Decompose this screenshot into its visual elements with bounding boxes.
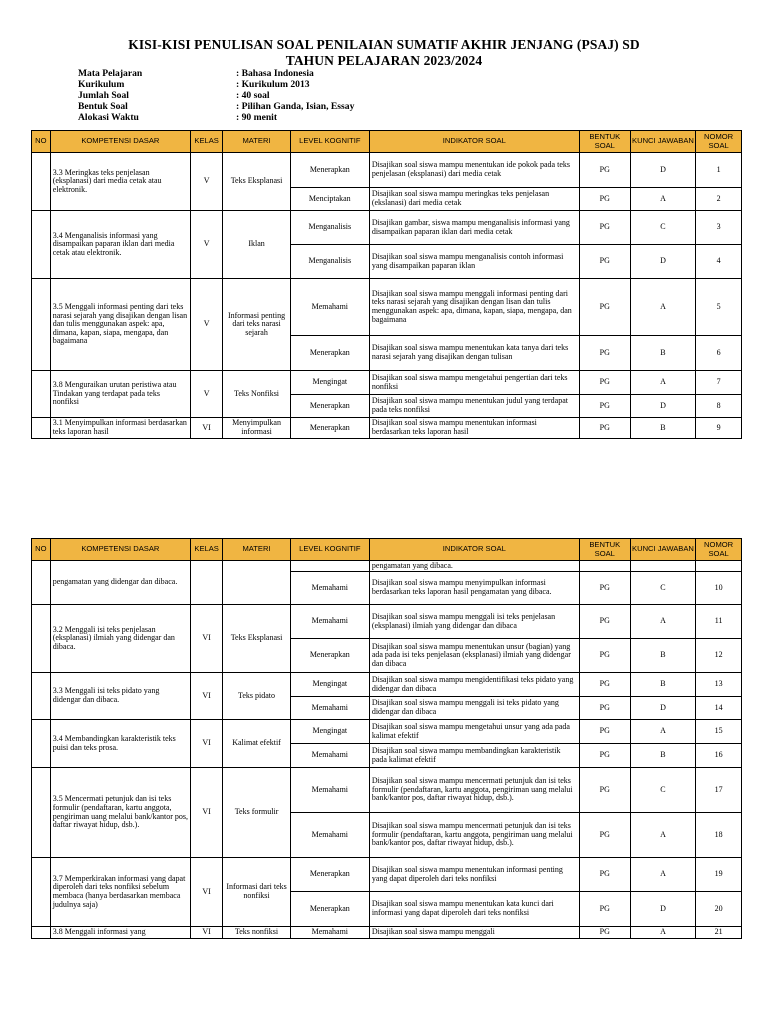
materi-cell: Informasi dari teks nonfiksi — [223, 858, 291, 927]
bentuk-soal-cell: PG — [579, 336, 630, 371]
nomor-soal-cell: 18 — [696, 813, 742, 858]
kunci-jawaban-cell: B — [630, 673, 695, 697]
table-row — [32, 673, 742, 697]
nomor-soal-cell: 15 — [696, 720, 742, 744]
bentuk-soal-cell: PG — [579, 813, 630, 858]
indikator-soal-cell: Disajikan soal siswa mampu mengetahui unsur yang ada pada kalimat efektif — [369, 720, 579, 744]
indikator-soal-cell: Disajikan soal siswa mampu menentukan ide pokok pada teks penjelasan (eksplanasi) dari media cetak — [369, 153, 579, 188]
column-header-level: LEVEL KOGNITIF — [290, 539, 369, 561]
no-cell — [32, 605, 51, 673]
kunci-jawaban-cell: A — [630, 720, 695, 744]
indikator-soal-cell: Disajikan soal siswa mampu membandingkan karakteristik pada kalimat efektif — [369, 744, 579, 768]
bentuk-soal-cell — [579, 561, 630, 572]
indikator-soal-cell: Disajikan soal siswa mampu mencermati petunjuk dan isi teks formulir (pendaftaran, kartu anggota, pengiriman uang melalui bank/kantor pos, daftar riwayat hidup, dsb.). — [369, 768, 579, 813]
kunci-jawaban-cell: B — [630, 336, 695, 371]
no-cell — [32, 211, 51, 279]
indikator-soal-cell: Disajikan soal siswa mampu menggali informasi penting dari teks narasi sejarah yang disajikan dengan lisan dan tulis menggunakan aspek: apa, dimana, kapan, siapa, mengapa, dan bagaimana — [369, 279, 579, 336]
info-value: : Pilihan Ganda, Isian, Essay — [236, 101, 355, 112]
kompetensi-dasar-cell: 3.4 Membandingkan karakteristik teks puisi dan teks prosa. — [50, 720, 190, 768]
level-kognitif-cell: Memahami — [290, 605, 369, 639]
level-kognitif-cell: Mengingat — [290, 720, 369, 744]
nomor-soal-cell: 17 — [696, 768, 742, 813]
no-cell — [32, 768, 51, 858]
kelas-cell: V — [191, 211, 223, 279]
nomor-soal-cell: 8 — [696, 395, 742, 418]
bentuk-soal-cell: PG — [579, 245, 630, 279]
nomor-soal-cell: 20 — [696, 892, 742, 927]
bentuk-soal-cell: PG — [579, 697, 630, 720]
level-kognitif-cell: Menganalisis — [290, 245, 369, 279]
kelas-cell — [191, 561, 223, 605]
indikator-soal-cell: Disajikan soal siswa mampu menentukan judul yang terdapat pada teks nonfiksi — [369, 395, 579, 418]
info-label: Alokasi Waktu — [78, 112, 139, 123]
bentuk-soal-cell: PG — [579, 188, 630, 211]
bentuk-soal-cell: PG — [579, 279, 630, 336]
column-header-nomor: NOMOR SOAL — [696, 539, 742, 561]
kompetensi-dasar-cell: 3.3 Menggali isi teks pidato yang didengar dan dibaca. — [50, 673, 190, 720]
column-header-bentuk: BENTUK SOAL — [579, 539, 630, 561]
no-cell — [32, 673, 51, 720]
table-row — [32, 211, 742, 245]
kunci-jawaban-cell: D — [630, 697, 695, 720]
table-row — [32, 279, 742, 336]
level-kognitif-cell: Menerapkan — [290, 892, 369, 927]
info-label: Jumlah Soal — [78, 90, 129, 101]
bentuk-soal-cell: PG — [579, 858, 630, 892]
column-header-no: NO — [32, 539, 51, 561]
level-kognitif-cell: Menerapkan — [290, 395, 369, 418]
bentuk-soal-cell: PG — [579, 639, 630, 673]
level-kognitif-cell: Menciptakan — [290, 188, 369, 211]
kunci-jawaban-cell: A — [630, 927, 695, 939]
level-kognitif-cell: Menganalisis — [290, 211, 369, 245]
table-row — [32, 371, 742, 395]
column-header-materi: MATERI — [223, 131, 291, 153]
table-row — [32, 605, 742, 639]
kunci-jawaban-cell: A — [630, 279, 695, 336]
grid-table-2 — [31, 538, 742, 939]
indikator-soal-cell: Disajikan soal siswa mampu mencermati petunjuk dan isi teks formulir (pendaftaran, kartu anggota, pengiriman uang melalui bank/kantor pos, daftar riwayat hidup, dsb.). — [369, 813, 579, 858]
info-label: Mata Pelajaran — [78, 68, 143, 79]
kelas-cell: VI — [191, 418, 223, 439]
kompetensi-dasar-cell: 3.4 Menganalisis informasi yang disampaikan paparan iklan dari media cetak atau elektronik. — [50, 211, 190, 279]
bentuk-soal-cell: PG — [579, 572, 630, 605]
kompetensi-dasar-cell: 3.5 Menggali informasi penting dari teks narasi sejarah yang disajikan dengan lisan dan tulis menggunakan aspek: apa, dimana, kapan, siapa, mengapa, dan bagaimana — [50, 279, 190, 371]
nomor-soal-cell: 13 — [696, 673, 742, 697]
kunci-jawaban-cell: C — [630, 572, 695, 605]
kunci-jawaban-cell — [630, 561, 695, 572]
no-cell — [32, 858, 51, 927]
no-cell — [32, 153, 51, 211]
indikator-soal-cell: Disajikan soal siswa mampu menggali — [369, 927, 579, 939]
table-row — [32, 561, 742, 572]
level-kognitif-cell: Memahami — [290, 927, 369, 939]
level-kognitif-cell: Mengingat — [290, 371, 369, 395]
kunci-jawaban-cell: B — [630, 744, 695, 768]
bentuk-soal-cell: PG — [579, 371, 630, 395]
indikator-soal-cell: Disajikan soal siswa mampu menentukan kata kunci dari informasi yang dapat diperoleh dari teks nonfiksi — [369, 892, 579, 927]
header-row — [32, 539, 742, 561]
bentuk-soal-cell: PG — [579, 720, 630, 744]
kompetensi-dasar-cell: 3.8 Menggali informasi yang — [50, 927, 190, 939]
bentuk-soal-cell: PG — [579, 927, 630, 939]
kunci-jawaban-cell: C — [630, 768, 695, 813]
level-kognitif-cell: Menerapkan — [290, 336, 369, 371]
bentuk-soal-cell: PG — [579, 768, 630, 813]
indikator-soal-cell: Disajikan soal siswa mampu menentukan unsur (bagian) yang ada pada isi teks penjelasan (eksplanasi) ilmiah yang didengar dan dibaca — [369, 639, 579, 673]
kelas-cell: V — [191, 279, 223, 371]
nomor-soal-cell: 4 — [696, 245, 742, 279]
column-header-no: NO — [32, 131, 51, 153]
indikator-soal-cell: Disajikan soal siswa mampu menentukan kata tanya dari teks narasi sejarah yang disajikan dengan tulisan — [369, 336, 579, 371]
info-label: Kurikulum — [78, 79, 125, 90]
materi-cell — [223, 561, 291, 605]
kunci-jawaban-cell: D — [630, 245, 695, 279]
level-kognitif-cell: Menerapkan — [290, 639, 369, 673]
document-subtitle: TAHUN PELAJARAN 2023/2024 — [285, 53, 483, 68]
level-kognitif-cell: Memahami — [290, 768, 369, 813]
kelas-cell: VI — [191, 858, 223, 927]
kelas-cell: VI — [191, 768, 223, 858]
kompetensi-dasar-cell: 3.2 Menggali isi teks penjelasan (eksplanasi) ilmiah yang didengar dan dibaca. — [50, 605, 190, 673]
indikator-soal-cell: Disajikan soal siswa mampu menganalisis contoh informasi yang disampaikan paparan iklan — [369, 245, 579, 279]
kunci-jawaban-cell: D — [630, 395, 695, 418]
nomor-soal-cell: 12 — [696, 639, 742, 673]
column-header-kunci: KUNCI JAWABAN — [630, 539, 695, 561]
nomor-soal-cell: 11 — [696, 605, 742, 639]
table-row — [32, 927, 742, 939]
kunci-jawaban-cell: B — [630, 639, 695, 673]
materi-cell: Informasi penting dari teks narasi sejarah — [223, 279, 291, 371]
nomor-soal-cell: 10 — [696, 572, 742, 605]
level-kognitif-cell: Memahami — [290, 279, 369, 336]
column-header-bentuk: BENTUK SOAL — [579, 131, 630, 153]
indikator-soal-cell: Disajikan soal siswa mampu mengetahui pengertian dari teks nonfiksi — [369, 371, 579, 395]
kompetensi-dasar-cell: 3.7 Memperkirakan informasi yang dapat diperoleh dari teks nonfiksi sebelum membaca (hanya berdasarkan membaca judulnya saja) — [50, 858, 190, 927]
kelas-cell: VI — [191, 927, 223, 939]
kunci-jawaban-cell: A — [630, 371, 695, 395]
bentuk-soal-cell: PG — [579, 418, 630, 439]
kompetensi-dasar-cell: 3.5 Mencermati petunjuk dan isi teks formulir (pendaftaran, kartu anggota, pengiriman uang melalui bank/kantor pos, daftar riwayat hidup, dsb.). — [50, 768, 190, 858]
table-row — [32, 418, 742, 439]
level-kognitif-cell: Menerapkan — [290, 418, 369, 439]
materi-cell: Teks pidato — [223, 673, 291, 720]
kunci-jawaban-cell: A — [630, 813, 695, 858]
bentuk-soal-cell: PG — [579, 744, 630, 768]
materi-cell: Menyimpulkan informasi — [223, 418, 291, 439]
indikator-soal-cell: Disajikan soal siswa mampu menyimpulkan informasi berdasarkan teks laporan hasil pengamatan yang dibaca. — [369, 572, 579, 605]
bentuk-soal-cell: PG — [579, 395, 630, 418]
no-cell — [32, 371, 51, 418]
kunci-jawaban-cell: B — [630, 418, 695, 439]
kelas-cell: VI — [191, 605, 223, 673]
kompetensi-dasar-cell: pengamatan yang didengar dan dibaca. — [50, 561, 190, 605]
level-kognitif-cell: Memahami — [290, 744, 369, 768]
kelas-cell: VI — [191, 720, 223, 768]
materi-cell: Teks nonfiksi — [223, 927, 291, 939]
indikator-soal-cell: Disajikan soal siswa mampu mengidentifikasi teks pidato yang didengar dan dibaca — [369, 673, 579, 697]
info-value: : Kurikulum 2013 — [236, 79, 310, 90]
table-row — [32, 720, 742, 744]
level-kognitif-cell: Memahami — [290, 697, 369, 720]
document-title: KISI-KISI PENULISAN SOAL PENILAIAN SUMATIF AKHIR JENJANG (PSAJ) SD — [128, 37, 640, 52]
column-header-materi: MATERI — [223, 539, 291, 561]
materi-cell: Teks Nonfiksi — [223, 371, 291, 418]
no-cell — [32, 561, 51, 605]
column-header-indikator: INDIKATOR SOAL — [369, 131, 579, 153]
nomor-soal-cell: 6 — [696, 336, 742, 371]
no-cell — [32, 418, 51, 439]
kelas-cell: VI — [191, 673, 223, 720]
nomor-soal-cell: 16 — [696, 744, 742, 768]
column-header-kelas: KELAS — [191, 539, 223, 561]
level-kognitif-cell: Memahami — [290, 813, 369, 858]
no-cell — [32, 279, 51, 371]
nomor-soal-cell: 5 — [696, 279, 742, 336]
indikator-soal-cell: Disajikan soal siswa mampu meringkas teks penjelasan (ekslanasi) dari media cetak — [369, 188, 579, 211]
table-row — [32, 153, 742, 188]
bentuk-soal-cell: PG — [579, 211, 630, 245]
column-header-indikator: INDIKATOR SOAL — [369, 539, 579, 561]
column-header-kelas: KELAS — [191, 131, 223, 153]
indikator-soal-cell: Disajikan soal siswa mampu menggali isi teks penjelasan (eksplanasi) ilmiah yang didengar dan dibaca — [369, 605, 579, 639]
column-header-kompetensi: KOMPETENSI DASAR — [50, 539, 190, 561]
info-value: : 90 menit — [236, 112, 278, 123]
indikator-soal-cell: Disajikan soal siswa mampu menentukan informasi penting yang dapat diperoleh dari teks nonfiksi — [369, 858, 579, 892]
indikator-soal-cell: Disajikan soal siswa mampu menggali isi teks pidato yang didengar dan dibaca — [369, 697, 579, 720]
column-header-kompetensi: KOMPETENSI DASAR — [50, 131, 190, 153]
kompetensi-dasar-cell: 3.3 Meringkas teks penjelasan (eksplanasi) dari media cetak atau elektronik. — [50, 153, 190, 211]
materi-cell: Teks Eksplanasi — [223, 605, 291, 673]
kunci-jawaban-cell: C — [630, 211, 695, 245]
kunci-jawaban-cell: A — [630, 188, 695, 211]
materi-cell: Teks formulir — [223, 768, 291, 858]
indikator-soal-cell: Disajikan gambar, siswa mampu menganalisis informasi yang disampaikan paparan iklan dari media cetak — [369, 211, 579, 245]
level-kognitif-cell: Menerapkan — [290, 858, 369, 892]
nomor-soal-cell: 19 — [696, 858, 742, 892]
kompetensi-dasar-cell: 3.8 Menguraikan urutan peristiwa atau Tindakan yang terdapat pada teks nonfiksi — [50, 371, 190, 418]
column-header-nomor: NOMOR SOAL — [696, 131, 742, 153]
level-kognitif-cell: Menerapkan — [290, 153, 369, 188]
no-cell — [32, 927, 51, 939]
level-kognitif-cell: Mengingat — [290, 673, 369, 697]
bentuk-soal-cell: PG — [579, 605, 630, 639]
nomor-soal-cell — [696, 561, 742, 572]
table-row — [32, 768, 742, 813]
info-value: : Bahasa Indonesia — [236, 68, 314, 79]
column-header-level: LEVEL KOGNITIF — [290, 131, 369, 153]
nomor-soal-cell: 2 — [696, 188, 742, 211]
nomor-soal-cell: 14 — [696, 697, 742, 720]
info-label: Bentuk Soal — [78, 101, 128, 112]
nomor-soal-cell: 9 — [696, 418, 742, 439]
indikator-soal-cell: Disajikan soal siswa mampu menentukan informasi berdasarkan teks laporan hasil — [369, 418, 579, 439]
level-kognitif-cell — [290, 561, 369, 572]
kunci-jawaban-cell: D — [630, 892, 695, 927]
header-row — [32, 131, 742, 153]
kunci-jawaban-cell: A — [630, 858, 695, 892]
nomor-soal-cell: 7 — [696, 371, 742, 395]
level-kognitif-cell: Memahami — [290, 572, 369, 605]
no-cell — [32, 720, 51, 768]
kelas-cell: V — [191, 371, 223, 418]
grid-table-1 — [31, 130, 742, 439]
nomor-soal-cell: 3 — [696, 211, 742, 245]
nomor-soal-cell: 1 — [696, 153, 742, 188]
bentuk-soal-cell: PG — [579, 892, 630, 927]
kunci-jawaban-cell: D — [630, 153, 695, 188]
bentuk-soal-cell: PG — [579, 153, 630, 188]
materi-cell: Iklan — [223, 211, 291, 279]
materi-cell: Kalimat efektif — [223, 720, 291, 768]
indikator-soal-cell: pengamatan yang dibaca. — [369, 561, 579, 572]
nomor-soal-cell: 21 — [696, 927, 742, 939]
kelas-cell: V — [191, 153, 223, 211]
column-header-kunci: KUNCI JAWABAN — [630, 131, 695, 153]
info-value: : 40 soal — [236, 90, 270, 101]
bentuk-soal-cell: PG — [579, 673, 630, 697]
kunci-jawaban-cell: A — [630, 605, 695, 639]
kompetensi-dasar-cell: 3.1 Menyimpulkan informasi berdasarkan teks laporan hasil — [50, 418, 190, 439]
table-row — [32, 858, 742, 892]
materi-cell: Teks Eksplanasi — [223, 153, 291, 211]
